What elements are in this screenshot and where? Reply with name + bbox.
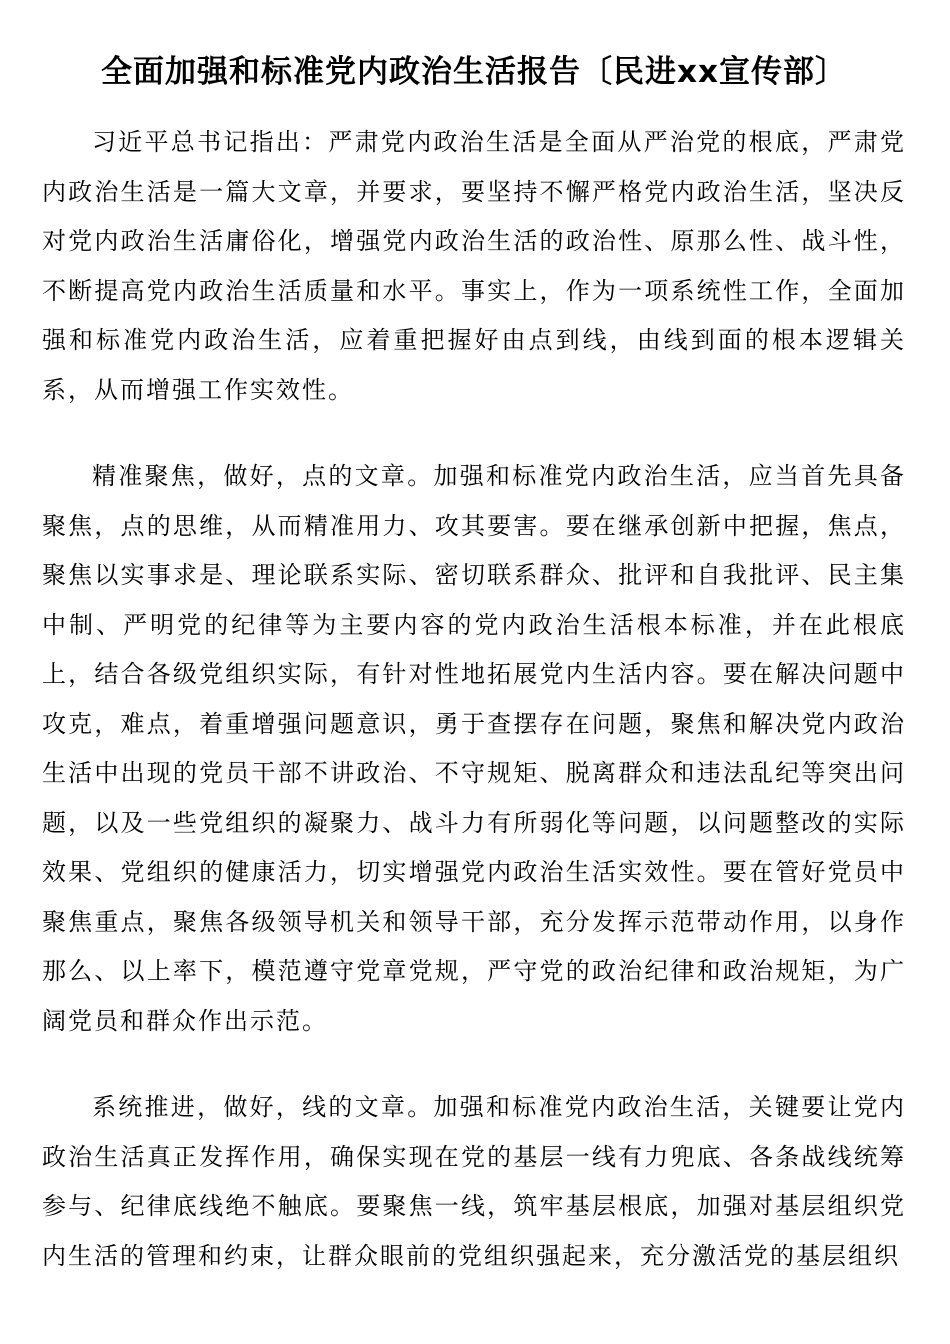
paragraph-intro: 习近平总书记指出：严肃党内政治生活是全面从严治党的根底，严肃党内政治生活是一篇大文章，并要求，要坚持不懈严格党内政治生活，坚决反对党内政治生活庸俗化，增强党内政治生活的政治性、原那么性、战斗性，不断提高党内政治生活质量和水平。事实上，作为一项系统性工作，全面加强和标准党内政治生活，应着重把握好由点到线，由线到面的根本逻辑关系，从而增强工作实效性。 bbox=[42, 128, 906, 404]
paragraph-point: 精准聚焦，做好，点的文章。加强和标准党内政治生活，应当首先具备聚焦，点的思维，从而精准用力、攻其要害。要在继承创新中把握，焦点，聚焦以实事求是、理论联系实际、密切联系群众、批评和自我批评、民主集中制、严明党的纪律等为主要内容的党内政治生活根本标准，并在此根底上，结合各级党组织实际，有针对性地拓展党内生活内容。要在解决问题中攻克，难点，着重增强问题意识，勇于查摆存在问题，聚焦和解决党内政治生活中出现的党员干部不讲政治、不守规矩、脱离群众和违法乱纪等突出问题，以及一些党组织的凝聚力、战斗力有所弱化等问题，以问题整改的实际效果、党组织的健康活力，切实增强党内政治生活实效性。要在管好党员中聚焦重点，聚焦各级领导机关和领导干部，充分发挥示范带动作用，以身作那么、以上率下，模范遵守党章党规，严守党的政治纪律和政治规矩，为广阔党员和群众作出示范。 bbox=[42, 462, 906, 1035]
document-title: 全面加强和标准党内政治生活报告〔民进xx宣传部〕 bbox=[101, 54, 847, 90]
paragraph-line: 系统推进，做好，线的文章。加强和标准党内政治生活，关键要让党内政治生活真正发挥作用，确保实现在党的基层一线有力兜底、各条战线统筹参与、纪律底线绝不触底。要聚焦一线，筑牢基层根底，加强对基层组织党内生活的管理和约束，让群众眼前的党组织强起来，充分激活党的基层组织 bbox=[42, 1093, 906, 1270]
